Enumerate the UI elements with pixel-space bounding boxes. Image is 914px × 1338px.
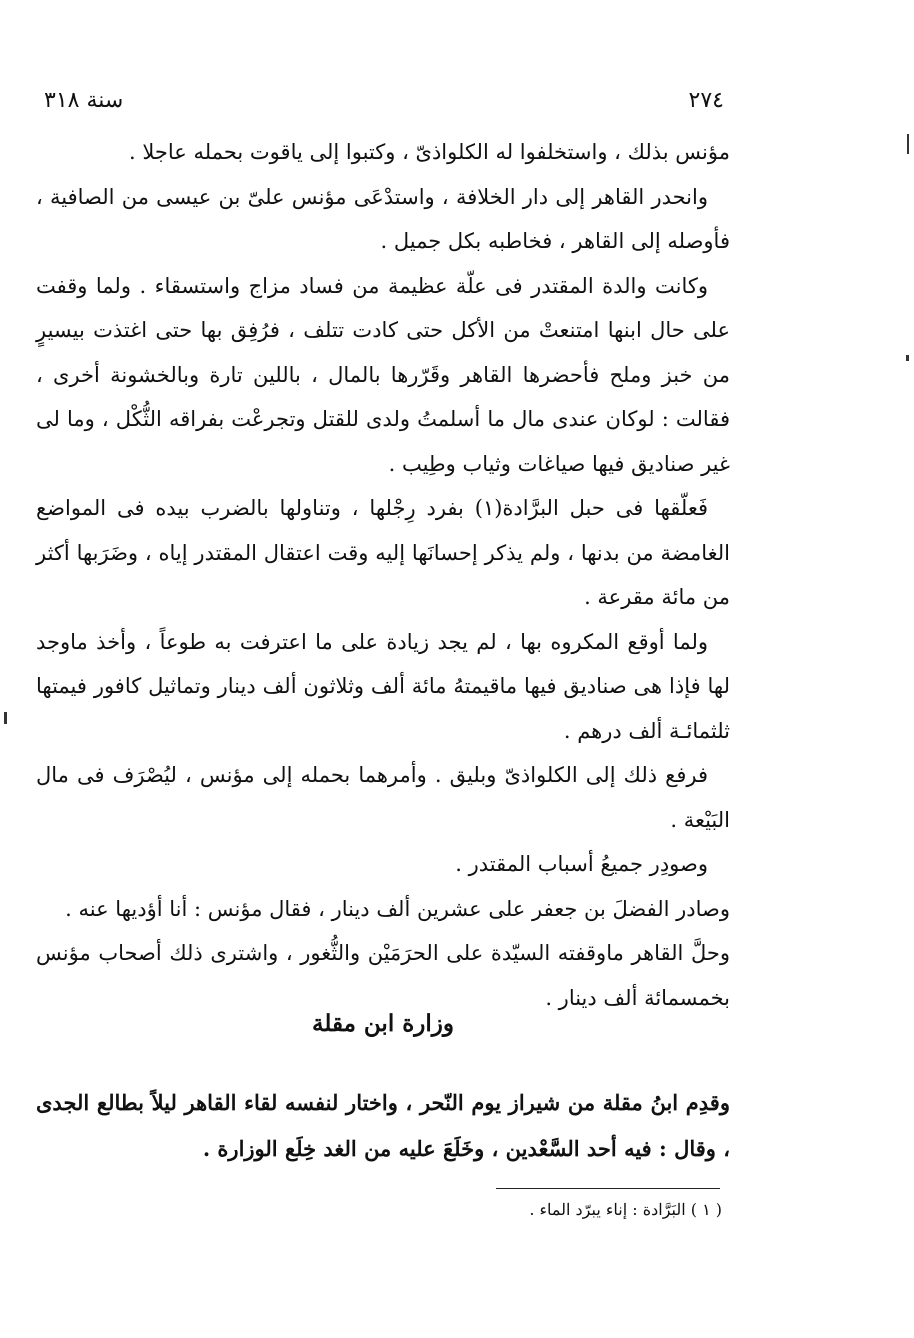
page-number: ٢٧٤ xyxy=(688,88,724,113)
paragraph: وكانت والدة المقتدر فى علّة عظيمة من فساد مزاج واستسقاء . ولما وقفت على حال ابنها امتنعتْ من الأكل حتى كادت تتلف ، فرُفِق بها حتى اغتذت بيسيرٍ من خبز وملح فأحضرها القاهر وقَرّرها بالمال ، باللين تارة وبالخشونة أخرى ، فقالت : لوكان عندى مال ما أسلمتُ ولدى للقتل وتجرعْت بفراقه الثُّكْل ، وما لى غير صناديق فيها صياغات وثياب وطِيب . xyxy=(36,273,730,476)
margin-mark xyxy=(907,134,909,154)
section-heading: وزارة ابن مقلة xyxy=(312,1010,454,1037)
paragraph: وانحدر القاهر إلى دار الخلافة ، واستدْعَى مؤنس علىّ بن عيسى من الصافية ، فأوصله إلى القاهر ، فخاطبه بكل جميل . xyxy=(36,184,730,253)
paragraph: فرفع ذلك إلى الكلواذىّ وبليق . وأمرهما بحمله إلى مؤنس ، ليُصْرَف فى مال البَيْعة . xyxy=(36,763,730,832)
footnote: ( ١ ) البَرَّادة : إناء يبرّد الماء . xyxy=(529,1200,722,1219)
margin-mark xyxy=(4,712,7,724)
paragraph: فَعلّقها فى حبل البرَّادة(١) بفرد رِجْلها ، وتناولها بالضرب بيده فى المواضع الغامضة من بدنها ، ولم يذكر إحسانَها إليه وقت اعتقال المقتدر إياه ، وضَرَبها أكثر من مائة مقرعة . xyxy=(36,496,730,609)
paragraph: ولما أوقع المكروه بها ، لم يجد زيادة على ما اعترفت به طوعاً ، وأخذ ماوجد لها فإذا هى صناديق فيها ماقيمتهُ مائة ألف وثلاثون ألف دينار وتماثيل كافور فيمتها ثلثمائـة ألف درهم . xyxy=(36,629,730,743)
paragraph: وحلَّ القاهر ماوقفته السيّدة على الحرَمَيْن والثُّغور ، واشترى ذلك أصحاب مؤنس بخمسمائة ألف دينار . xyxy=(36,941,730,1010)
main-text xyxy=(36,130,730,1020)
paragraph: وصودِر جميعُ أسباب المقتدر . xyxy=(455,852,708,876)
year-label: سنة ٣١٨ xyxy=(44,88,124,113)
paragraph: وصادر الفضلَ بن جعفر على عشرين ألف دينار ، فقال مؤنس : أنا أؤديها عنه . xyxy=(65,896,730,921)
footnote-divider xyxy=(496,1188,720,1189)
paragraph: مؤنس بذلك ، واستخلفوا له الكلواذىّ ، وكتبوا إلى ياقوت بحمله عاجلا . xyxy=(129,140,730,164)
section-paragraph: وقدِم ابنُ مقلة من شيراز يوم النّحر ، واختار لنفسه لقاء القاهر ليلاً بطالع الجدى ، وقال : فيه أحد السَّعْدين ، وخَلَعَ عليه من الغد خِلَع الوزارة . xyxy=(36,1090,730,1161)
margin-mark xyxy=(906,355,909,361)
